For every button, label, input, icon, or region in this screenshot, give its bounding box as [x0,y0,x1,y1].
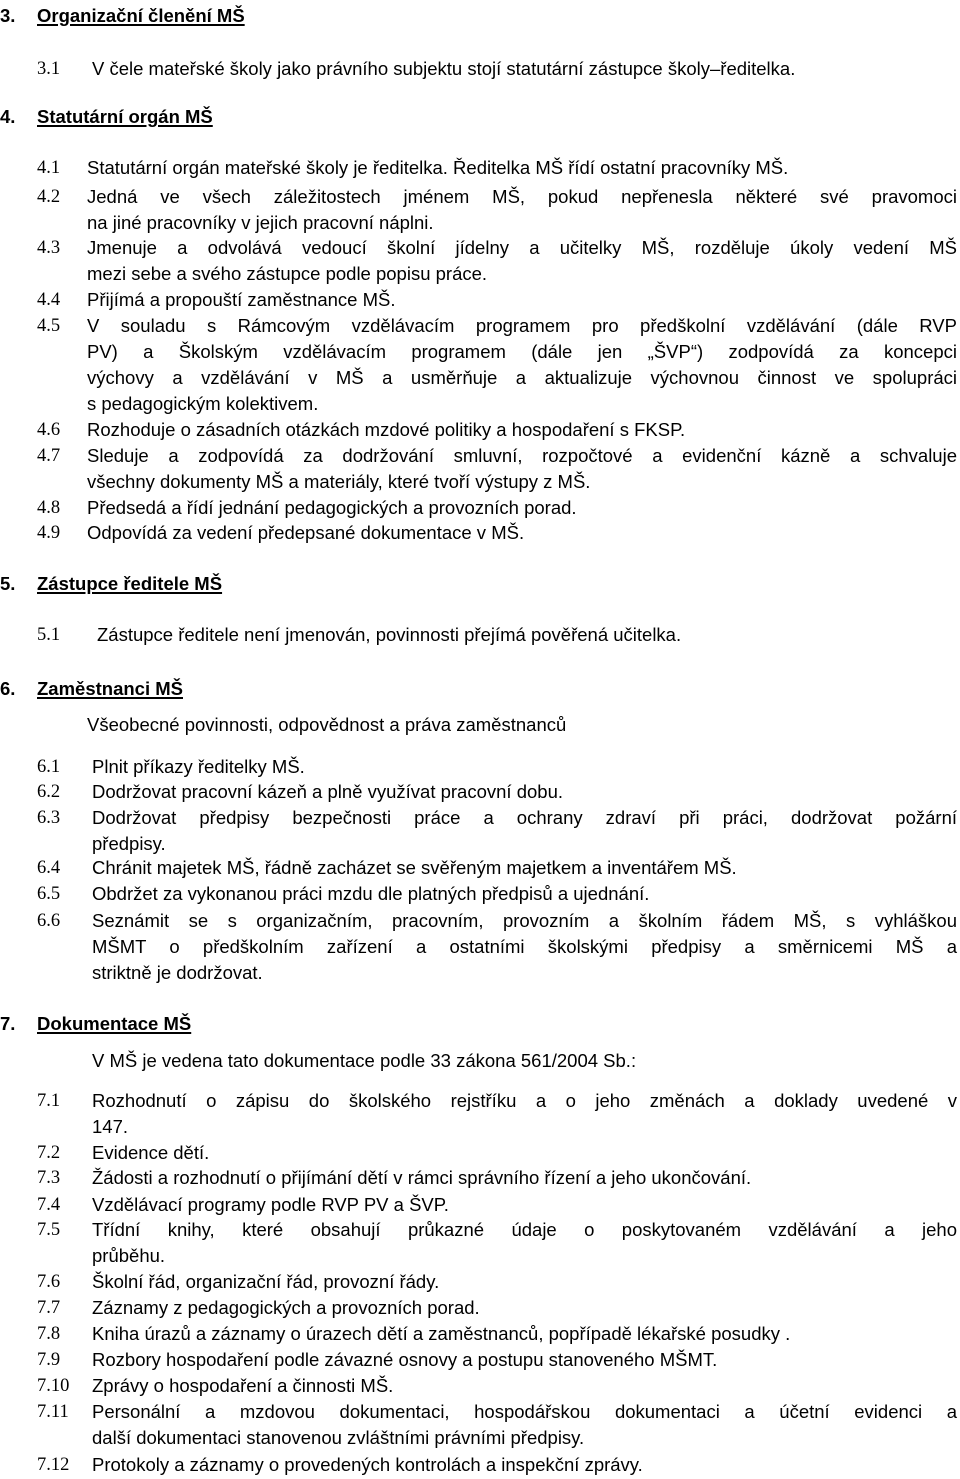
sec5-number: 5. [0,573,16,594]
sec4-item-number: 4.6 [37,420,61,440]
sec7-number: 7. [0,1013,16,1034]
sec4-item-number: 4.8 [37,498,61,518]
sec4-item-line: Sleduje a zodpovídá za dodržování smluvní, rozpočtové a evidenční kázně a schvaluje [87,445,957,466]
sec7-item-number: 7.4 [37,1195,61,1215]
sec6-item-line: Dodržovat pracovní kázeň a plně využívat pracovní dobu. [92,781,563,802]
sec7-item-line: Třídní knihy, které obsahují průkazné údaje o poskytovaném vzdělávání a jeho [92,1219,957,1240]
sec7-item-line: Zprávy o hospodaření a činnosti MŠ. [92,1375,394,1396]
sec7-item-line: Personální a mzdovou dokumentaci, hospodářskou dokumentaci a účetní evidenci a [92,1401,957,1422]
sec7-item-line: Protokoly a záznamy o provedených kontrolách a inspekční zprávy. [92,1454,643,1475]
sec4-item-line: Rozhoduje o zásadních otázkách mzdové politiky a hospodaření s FKSP. [87,419,686,440]
sec7-item-number: 7.1 [37,1091,61,1111]
sec7-item-number: 7.6 [37,1272,61,1292]
sec6-item-number: 6.1 [37,757,61,777]
sec4-item-number: 4.2 [37,187,61,207]
sec7-item-number: 7.9 [37,1350,61,1370]
sec4-item-number: 4.4 [37,290,61,310]
sec3-item-number: 3.1 [37,59,61,79]
sec7-intro: V MŠ je vedena tato dokumentace podle 33 zákona 561/2004 Sb.: [92,1050,637,1071]
sec4-title: Statutární orgán MŠ [37,106,213,127]
sec7-item-line: průběhu. [92,1245,166,1266]
sec6-item-number: 6.6 [37,911,61,931]
sec4-item-number: 4.3 [37,238,61,258]
sec4-number: 4. [0,106,16,127]
sec6-item-number: 6.2 [37,782,61,802]
sec6-item-line: předpisy. [92,833,166,854]
sec7-item-line: další dokumentaci stanovenou zvláštními právními předpisy. [92,1427,585,1448]
sec7-item-line: Vzdělávací programy podle RVP PV a ŠVP. [92,1194,449,1215]
sec7-title: Dokumentace MŠ [37,1013,192,1034]
sec4-item-line: Předsedá a řídí jednání pedagogických a provozních porad. [87,497,577,518]
sec4-item-number: 4.9 [37,523,61,543]
sec6-item-number: 6.3 [37,808,61,828]
sec7-item-line: 147. [92,1116,129,1137]
sec6-item-number: 6.4 [37,858,61,878]
sec7-item-number: 7.2 [37,1143,61,1163]
sec5-item-number: 5.1 [37,625,61,645]
sec4-item-line: s pedagogickým kolektivem. [87,393,319,414]
sec6-item-line: Plnit příkazy ředitelky MŠ. [92,756,305,777]
sec4-item-line: Přijímá a propouští zaměstnance MŠ. [87,289,396,310]
sec7-item-number: 7.10 [37,1376,70,1396]
sec5-title: Zástupce ředitele MŠ [37,573,223,594]
sec6-item-line: MŠMT o předškolním zařízení a ostatními školskými předpisy a směrnicemi MŠ a [92,936,957,957]
sec4-item-number: 4.7 [37,446,61,466]
sec7-item-line: Rozbory hospodaření podle závazné osnovy a postupu stanoveného MŠMT. [92,1349,718,1370]
sec6-item-line: Chránit majetek MŠ, řádně zacházet se svěřeným majetkem a inventářem MŠ. [92,857,737,878]
sec7-item-number: 7.7 [37,1298,61,1318]
sec7-item-number: 7.3 [37,1168,61,1188]
sec6-title: Zaměstnanci MŠ [37,678,183,699]
sec4-item-line: Jmenuje a odvolává vedoucí školní jídelny a učitelky MŠ, rozděluje úkoly vedení MŠ [87,237,957,258]
sec4-item-line: výchovy a vzdělávání v MŠ a usměrňuje a aktualizuje výchovnou činnost ve spolupráci [87,367,957,388]
sec7-item-number: 7.11 [37,1402,69,1422]
sec6-intro: Všeobecné povinnosti, odpovědnost a práva zaměstnanců [87,714,567,735]
sec4-item-line: na jiné pracovníky v jejich pracovní náplni. [87,212,434,233]
sec6-number: 6. [0,678,16,699]
sec7-item-line: Záznamy z pedagogických a provozních porad. [92,1297,480,1318]
sec3-number: 3. [0,5,16,26]
sec4-item-line: PV) a Školským vzdělávacím programem (dále jen „ŠVP“) zodpovídá za koncepci [87,341,957,362]
sec4-item-line: V souladu s Rámcovým vzdělávacím programem pro předškolní vzdělávání (dále RVP [87,315,957,336]
sec7-item-number: 7.12 [37,1455,70,1475]
sec6-item-number: 6.5 [37,884,61,904]
sec7-item-line: Žádosti a rozhodnutí o přijímání dětí v rámci správního řízení a jeho ukončování. [92,1167,752,1188]
sec7-item-line: Evidence dětí. [92,1142,210,1163]
sec4-item-line: Jedná ve všech záležitostech jménem MŠ, pokud nepřenesla některé své pravomoci [87,186,957,207]
sec7-item-number: 7.8 [37,1324,61,1344]
sec6-item-line: Seznámit se s organizačním, pracovním, provozním a školním řádem MŠ, s vyhláškou [92,910,957,931]
sec3-title: Organizační členění MŠ [37,5,245,26]
sec4-item-line: Odpovídá za vedení předepsané dokumentace v MŠ. [87,522,525,543]
sec6-item-line: Dodržovat předpisy bezpečnosti práce a ochrany zdraví při práci, dodržovat požární [92,807,957,828]
sec5-item-line: Zástupce ředitele není jmenován, povinnosti přejímá pověřená učitelka. [97,624,682,645]
sec6-item-line: Obdržet za vykonanou práci mzdu dle platných předpisů a ujednání. [92,883,650,904]
sec7-item-number: 7.5 [37,1220,61,1240]
sec4-item-line: mezi sebe a svého zástupce podle popisu práce. [87,263,488,284]
sec4-item-line: Statutární orgán mateřské školy je ředitelka. Ředitelka MŠ řídí ostatní pracovníky MŠ. [87,157,789,178]
sec7-item-line: Kniha úrazů a záznamy o úrazech dětí a zaměstnanců, popřípadě lékařské posudky . [92,1323,791,1344]
sec3-item-line: V čele mateřské školy jako právního subjektu stojí statutární zástupce školy–ředitelka. [92,58,796,79]
sec4-item-number: 4.1 [37,158,61,178]
sec4-item-number: 4.5 [37,316,61,336]
sec7-item-line: Školní řád, organizační řád, provozní řády. [92,1271,440,1292]
sec4-item-line: všechny dokumenty MŠ a materiály, které tvoří výstupy z MŠ. [87,471,591,492]
sec6-item-line: striktně je dodržovat. [92,962,263,983]
sec7-item-line: Rozhodnutí o zápisu do školského rejstříku a o jeho změnách a doklady uvedené v [92,1090,957,1111]
